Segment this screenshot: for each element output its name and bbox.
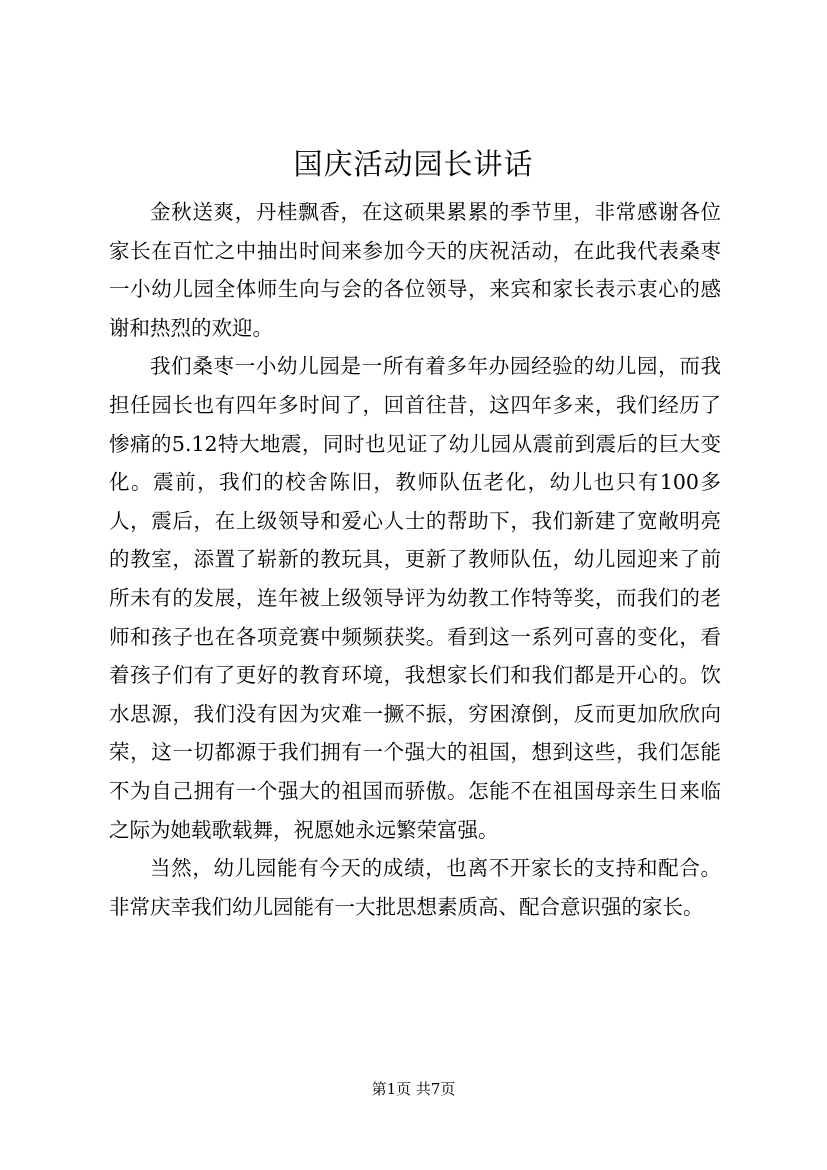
page-footer: 第1页 共7页 <box>371 1080 456 1098</box>
paragraph-1: 金秋送爽，丹桂飘香，在这硕果累累的季节里，非常感谢各位家长在百忙之中抽出时间来参加今天的庆祝活动，在此我代表桑枣一小幼儿园全体师生向与会的各位领导，来宾和家长表示衷心的感谢和热烈的欢迎。 <box>109 200 721 340</box>
paragraph-2: 我们桑枣一小幼儿园是一所有着多年办园经验的幼儿园，而我担任园长也有四年多时间了，回首往昔，这四年多来，我们经历了惨痛的5.12特大地震，同时也见证了幼儿园从震前到震后的巨大变化。震前，我们的校舍陈旧，教师队伍老化，幼儿也只有100多人，震后，在上级领导和爱心人士的帮助下，我们新建了宽敞明亮的教室，添置了崭新的教玩具，更新了教师队伍，幼儿园迎来了前所未有的发展，连年被上级领导评为幼教工作特等奖，而我们的老师和孩子也在各项竞赛中频频获奖。看到这一系列可喜的变化，看着孩子们有了更好的教育环境，我想家长们和我们都是开心的。饮水思源，我们没有因为灾难一撅不振，穷困潦倒，反而更加欣欣向荣，这一切都源于我们拥有一个强大的祖国，想到这些，我们怎能不为自己拥有一个强大的祖国而骄傲。怎能不在祖国母亲生日来临之际为她载歌载舞，祝愿她永远繁荣富强。 <box>109 354 721 842</box>
document-body <box>109 193 721 926</box>
paragraph-3: 当然，幼儿园能有今天的成绩，也离不开家长的支持和配合。非常庆幸我们幼儿园能有一大批思想素质高、配合意识强的家长。 <box>109 856 721 919</box>
page-title: 国庆活动园长讲话 <box>293 147 534 181</box>
